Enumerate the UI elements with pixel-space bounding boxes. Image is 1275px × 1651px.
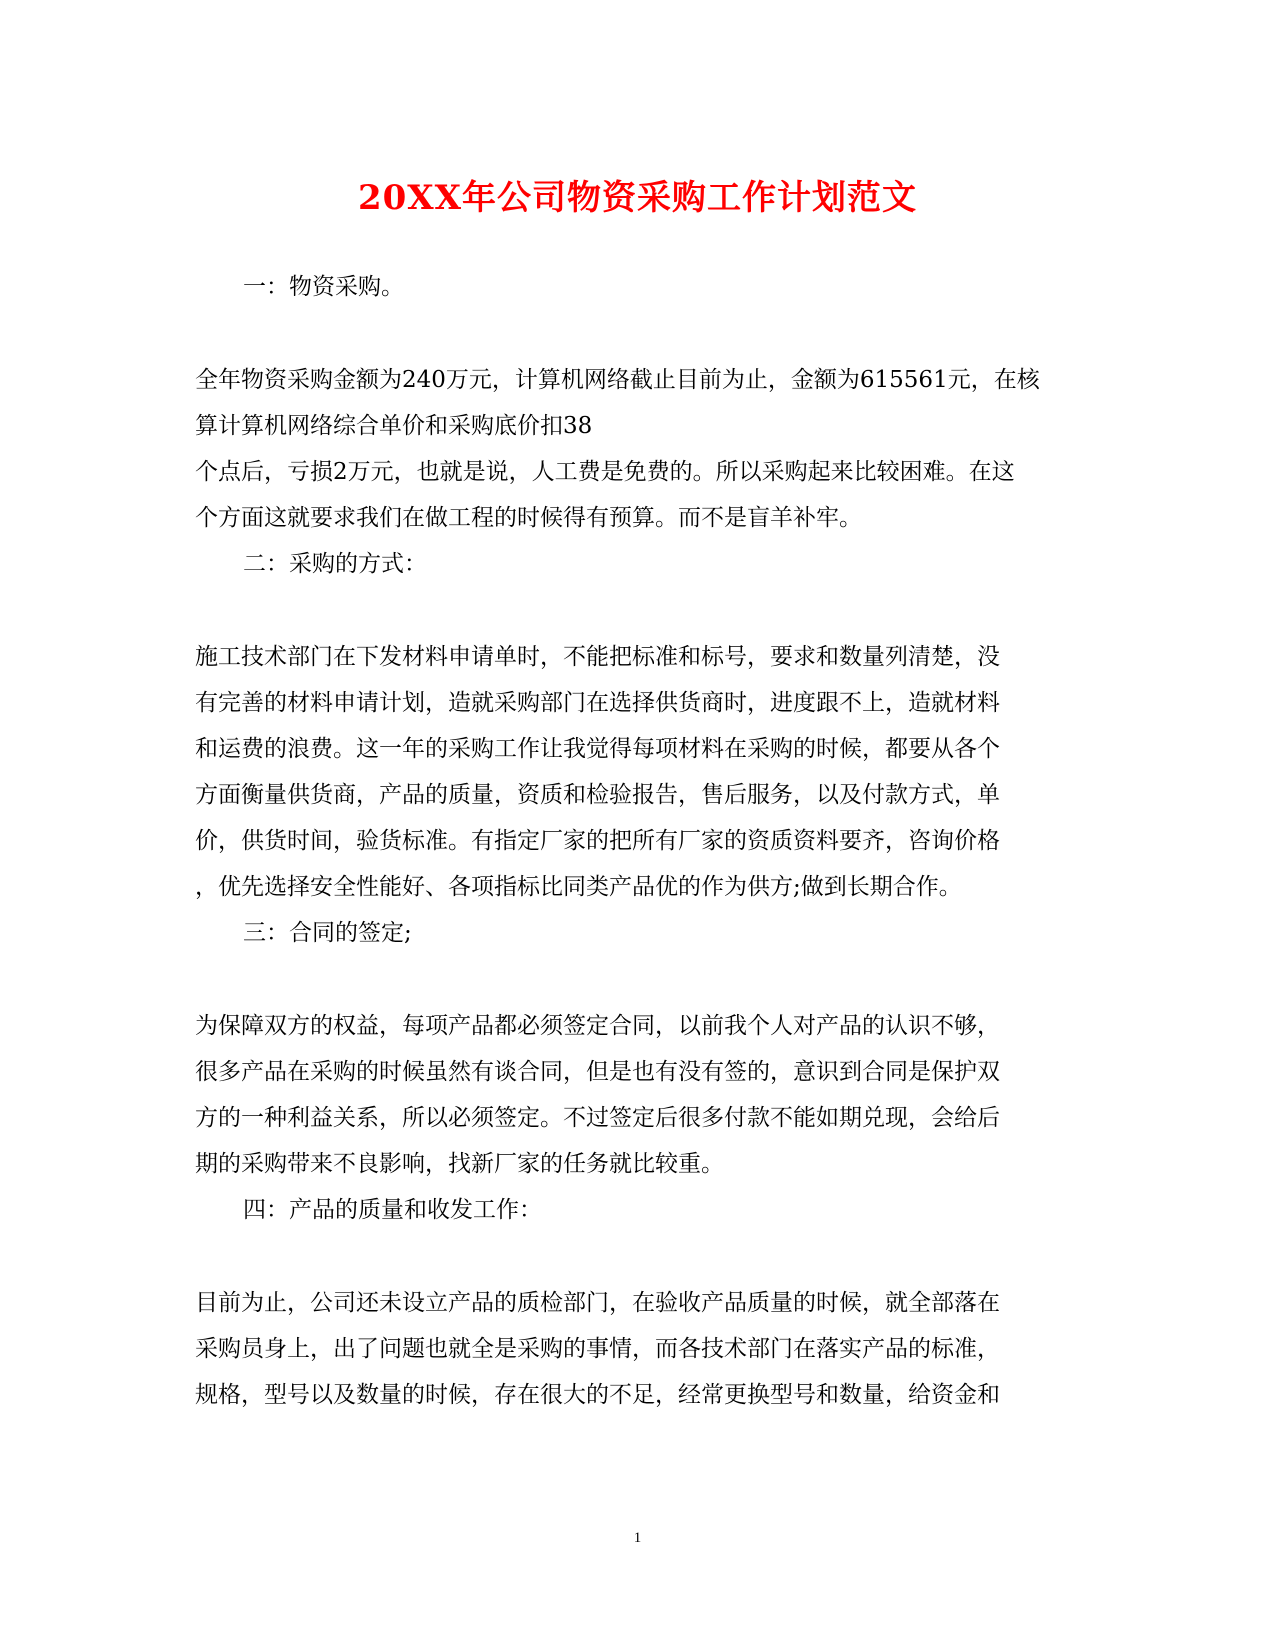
paragraph-line: 全年物资采购金额为240万元，计算机网络截止目前为止，金额为615561元，在核 (195, 367, 1040, 393)
paragraph-line: 价，供货时间，验货标准。有指定厂家的把所有厂家的资质资料要齐，咨询价格 (195, 828, 1000, 854)
paragraph-line: 算计算机网络综合单价和采购底价扣38 (195, 413, 593, 439)
paragraph-line: 个方面这就要求我们在做工程的时候得有预算。而不是盲羊补牢。 (195, 505, 862, 531)
paragraph-line: 期的采购带来不良影响，找新厂家的任务就比较重。 (195, 1151, 724, 1177)
paragraph-line: 和运费的浪费。这一年的采购工作让我觉得每项材料在采购的时候，都要从各个 (195, 736, 1000, 762)
paragraph-line: 有完善的材料申请计划，造就采购部门在选择供货商时，进度跟不上，造就材料 (195, 690, 1000, 716)
paragraph-line: 很多产品在采购的时候虽然有谈合同，但是也有没有签的，意识到合同是保护双 (195, 1059, 1000, 1085)
paragraph-line: ，优先选择安全性能好、各项指标比同类产品优的作为供方;做到长期合作。 (195, 874, 962, 900)
section-heading-3: 三：合同的签定; (243, 920, 412, 946)
paragraph-line: 规格，型号以及数量的时候，存在很大的不足，经常更换型号和数量，给资金和 (195, 1382, 1000, 1408)
section-heading-2: 二：采购的方式： (243, 551, 427, 577)
section-heading-1: 一：物资采购。 (243, 274, 404, 300)
paragraph-line: 方的一种利益关系，所以必须签定。不过签定后很多付款不能如期兑现，会给后 (195, 1105, 1000, 1131)
paragraph-line: 为保障双方的权益，每项产品都必须签定合同，以前我个人对产品的认识不够， (195, 1013, 1000, 1039)
paragraph-line: 施工技术部门在下发材料申请单时，不能把标准和标号，要求和数量列清楚，没 (195, 644, 1000, 670)
page-number: 1 (633, 1530, 642, 1546)
paragraph-line: 采购员身上，出了问题也就全是采购的事情，而各技术部门在落实产品的标准， (195, 1336, 1000, 1362)
section-heading-4: 四：产品的质量和收发工作： (243, 1197, 542, 1223)
paragraph-line: 个点后，亏损2万元，也就是说，人工费是免费的。所以采购起来比较困难。在这 (195, 459, 1015, 485)
paragraph-line: 目前为止，公司还未设立产品的质检部门，在验收产品质量的时候，就全部落在 (195, 1290, 1000, 1316)
page-title: 20XX年公司物资采购工作计划范文 (357, 178, 918, 218)
paragraph-line: 方面衡量供货商，产品的质量，资质和检验报告，售后服务，以及付款方式，单 (195, 782, 1000, 808)
